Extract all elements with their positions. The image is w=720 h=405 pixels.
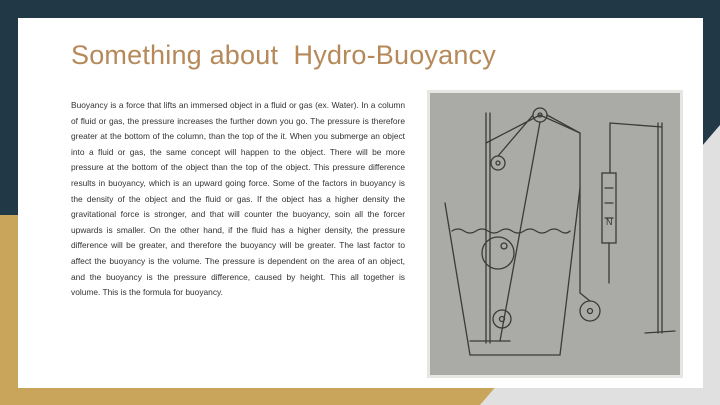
slide-title: Something about Hydro-Buoyancy	[71, 40, 496, 70]
slide-body-text: Buoyancy is a force that lifts an immersed object in a fluid or gas (ex. Water). In a column of fluid or gas, the pressure increases the further down you go. The pressure is therefore greater at the bottom of the column, than the top of the it. When you submerge an object into a fluid or gas, the same concept will happen to the object. There will be more pressure at the bottom of the object than the top of the object. This pressure difference results in buoyancy, which is an upward going force. Some of the factors in buoyancy is the density of the object and the fluid or gas. If the object has a higher density the gravitational force is stronger, and that will counter the buoyancy, soin all the forcer upwards is smaller. On the other hand, if the fluid has a higher density, the pressure difference will be greater, and therefore the buoyancy will be greater. The last factor to affect the buoyancy is the volume. The pressure is dependent on the area of an object, and the buoyancy is the pressure difference, caused by height. This all together is volume. This is the formula for buoyancy.	[71, 100, 405, 298]
svg-text:N: N	[606, 217, 613, 227]
slide-card	[18, 18, 703, 388]
buoyancy-sketch-icon	[430, 93, 680, 375]
buoyancy-sketch-photo	[427, 90, 683, 378]
